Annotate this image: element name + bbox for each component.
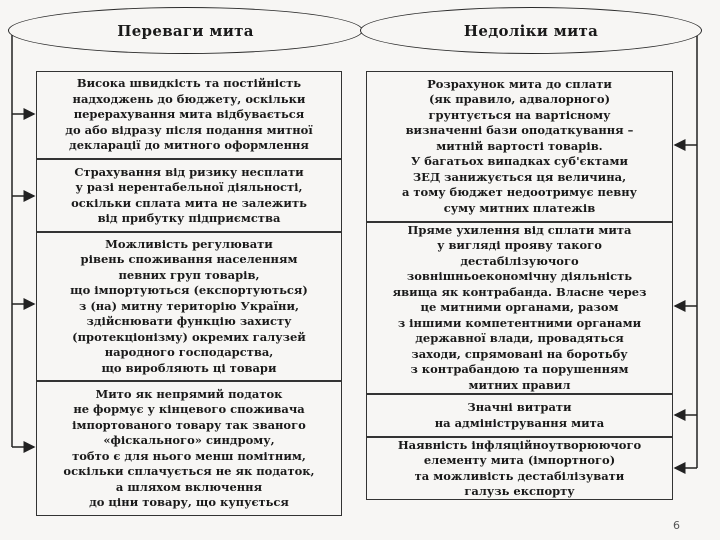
- disadvantage-box-1: Розрахунок мита до сплати (як правило, адвалорного) грунтується на вартісному визначенні бази оподаткування – митній вартості товарів. У багатьох випадках суб'єктами ЗЕД занижується ця величина, а тому бюджет недоотримує певну суму митних платежів: [366, 71, 673, 222]
- disadvantages-title: Недоліки мита: [463, 21, 599, 40]
- advantages-title: Переваги мита: [117, 21, 254, 40]
- page-number: 6: [673, 519, 680, 532]
- disadvantages-header: [360, 7, 702, 54]
- advantage-box-3: Можливість регулювати рівень споживання населенням певних груп товарів, що імпортуються (експортуються) з (на) митну територію України, здійснювати функцію захисту (протекціонізму) окремих галузей народного господарства, що виробляють ці товари: [36, 232, 342, 381]
- disadvantage-box-2: Пряме ухилення від сплати мита у вигляді прояву такого дестабілізуючого зовнішньоекономічну діяльність явища як контрабанда. Власне через це митними органами, разом з іншими компетентними органами державної влади, провадяться заходи, спрямовані на боротьбу з контрабандою та порушенням митних правил: [366, 222, 673, 394]
- advantage-box-1: Висока швидкість та постійність надходжень до бюджету, оскільки перерахування мита відбувається до або відразу після подання митної декларації до митного оформлення: [36, 71, 342, 159]
- disadvantage-box-4: Наявність інфляційноутворюючого елементу мита (імпортного) та можливість дестабілізувати галузь експорту: [366, 437, 673, 500]
- disadvantage-box-3: Значні витрати на адміністрування мита: [366, 394, 673, 437]
- advantage-box-2: Страхування від ризику несплати у разі нерентабельної діяльності, оскільки сплата мита не залежить від прибутку підприємства: [36, 159, 342, 232]
- advantage-box-4: Мито як непрямий податок не формує у кінцевого споживача імпортованого товару так званого «фіскального» синдрому, тобто є для нього менш помітним, оскільки сплачується не як податок, а шляхом включення до ціни товару, що купується: [36, 381, 342, 516]
- advantages-header: [8, 7, 363, 54]
